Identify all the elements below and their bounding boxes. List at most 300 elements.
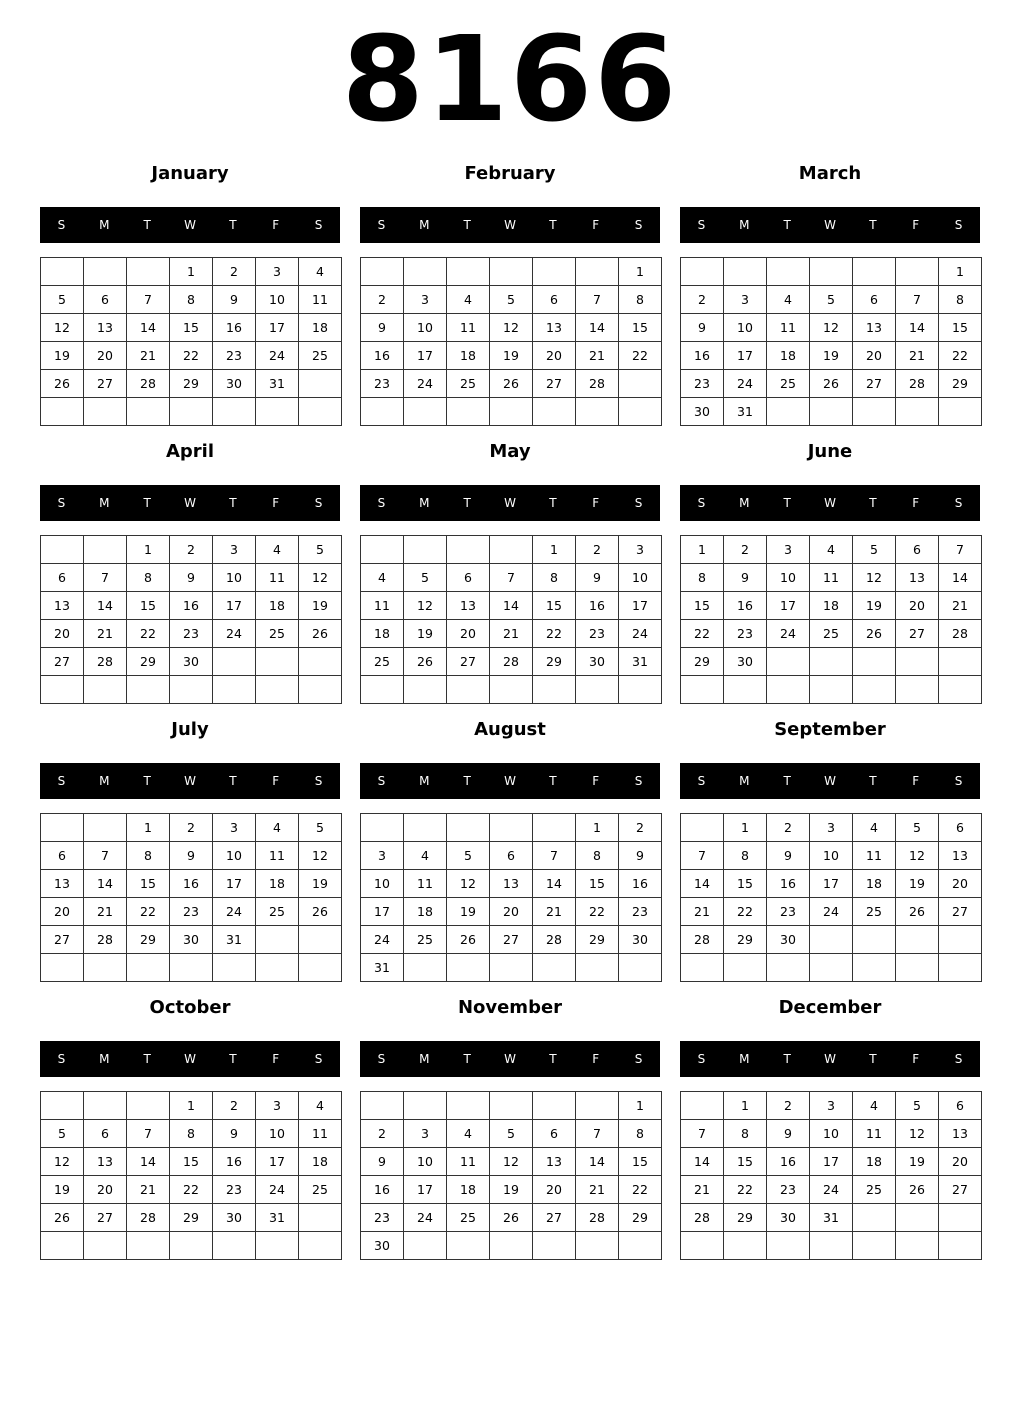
week-row: [361, 1176, 662, 1204]
day-cell: 28: [896, 370, 939, 398]
weekday-header: [360, 207, 660, 243]
day-cell: 1: [681, 536, 724, 564]
day-cell: [853, 258, 896, 286]
day-cell: 25: [404, 926, 447, 954]
day-cell: 10: [213, 842, 256, 870]
day-cell: 11: [361, 592, 404, 620]
week-row: [361, 814, 662, 842]
week-row: [41, 926, 342, 954]
day-cell: [299, 398, 342, 426]
day-cell: 23: [213, 1176, 256, 1204]
day-cell: [299, 926, 342, 954]
day-cell: 14: [84, 870, 127, 898]
day-cell: 23: [170, 898, 213, 926]
day-cell: 26: [41, 370, 84, 398]
day-cell: [299, 370, 342, 398]
day-cell: 22: [127, 898, 170, 926]
day-cell: 28: [127, 370, 170, 398]
day-cell: 27: [447, 648, 490, 676]
day-cell: 17: [810, 870, 853, 898]
weekday-label: T: [869, 774, 877, 788]
day-cell: 21: [533, 898, 576, 926]
week-row: [361, 286, 662, 314]
day-cell: 1: [127, 536, 170, 564]
day-cell: 23: [361, 370, 404, 398]
weekday-label: T: [229, 774, 237, 788]
day-cell: 8: [170, 286, 213, 314]
day-cell: 6: [939, 814, 982, 842]
day-cell: 9: [170, 564, 213, 592]
day-cell: [724, 676, 767, 704]
day-cell: 5: [490, 286, 533, 314]
day-cell: [404, 1232, 447, 1260]
day-cell: 1: [724, 814, 767, 842]
weekday-label: T: [463, 218, 471, 232]
day-cell: 19: [810, 342, 853, 370]
weekday-label: S: [634, 496, 643, 510]
week-row: [41, 870, 342, 898]
month-name: December: [778, 997, 882, 1018]
day-cell: 15: [127, 870, 170, 898]
day-cell: [810, 648, 853, 676]
day-cell: [853, 398, 896, 426]
day-cell: [170, 398, 213, 426]
weekday-label: T: [549, 1052, 557, 1066]
weekday-label: W: [504, 218, 516, 232]
weekday-label: S: [377, 1052, 386, 1066]
day-cell: [41, 1232, 84, 1260]
day-cell: [361, 398, 404, 426]
day-cell: 16: [213, 1148, 256, 1176]
day-cell: [256, 1232, 299, 1260]
day-cell: 7: [127, 1120, 170, 1148]
day-cell: 8: [619, 286, 662, 314]
day-cell: 31: [213, 926, 256, 954]
day-cell: 21: [576, 342, 619, 370]
day-cell: 3: [256, 258, 299, 286]
day-cell: 24: [767, 620, 810, 648]
day-cell: [299, 676, 342, 704]
week-row: [41, 676, 342, 704]
weekday-label: W: [184, 1052, 196, 1066]
month-name: February: [464, 163, 556, 184]
day-cell: 15: [127, 592, 170, 620]
day-cell: 16: [213, 314, 256, 342]
day-cell: 27: [490, 926, 533, 954]
day-cell: [404, 954, 447, 982]
day-cell: [447, 676, 490, 704]
day-cell: 22: [619, 342, 662, 370]
day-cell: 28: [127, 1204, 170, 1232]
day-cell: 20: [533, 342, 576, 370]
week-row: [41, 592, 342, 620]
day-cell: 7: [490, 564, 533, 592]
day-cell: 24: [619, 620, 662, 648]
day-cell: [84, 258, 127, 286]
month-march: [680, 158, 980, 436]
day-cell: 7: [576, 286, 619, 314]
day-cell: 7: [939, 536, 982, 564]
day-cell: [361, 258, 404, 286]
week-row: [681, 620, 982, 648]
day-cell: [404, 398, 447, 426]
week-row: [41, 954, 342, 982]
week-row: [681, 1092, 982, 1120]
day-cell: 3: [767, 536, 810, 564]
day-cell: 2: [213, 258, 256, 286]
day-cell: 17: [767, 592, 810, 620]
day-cell: 9: [767, 1120, 810, 1148]
day-cell: 11: [299, 1120, 342, 1148]
month-january: [40, 158, 340, 436]
day-cell: 27: [533, 370, 576, 398]
day-cell: 8: [127, 564, 170, 592]
week-row: [681, 1148, 982, 1176]
day-cell: 9: [213, 286, 256, 314]
day-cell: 3: [404, 1120, 447, 1148]
weekday-label: M: [419, 774, 430, 788]
week-row: [361, 926, 662, 954]
day-cell: 19: [896, 870, 939, 898]
day-cell: 10: [361, 870, 404, 898]
day-cell: 30: [213, 1204, 256, 1232]
day-cell: 21: [681, 1176, 724, 1204]
day-cell: 2: [576, 536, 619, 564]
day-cell: 21: [127, 342, 170, 370]
weekday-label: M: [99, 218, 110, 232]
week-row: [361, 1120, 662, 1148]
day-cell: [447, 954, 490, 982]
day-cell: [767, 398, 810, 426]
day-cell: 16: [170, 870, 213, 898]
day-cell: [533, 676, 576, 704]
day-cell: [213, 648, 256, 676]
weekday-label: W: [824, 1052, 836, 1066]
day-cell: 22: [724, 1176, 767, 1204]
day-cell: [533, 814, 576, 842]
week-row: [41, 286, 342, 314]
day-cell: 26: [404, 648, 447, 676]
day-cell: 12: [404, 592, 447, 620]
day-cell: 7: [896, 286, 939, 314]
weekday-header: [680, 207, 980, 243]
day-cell: [490, 954, 533, 982]
day-cell: [853, 954, 896, 982]
day-cell: 16: [361, 1176, 404, 1204]
day-cell: 10: [724, 314, 767, 342]
day-cell: 25: [361, 648, 404, 676]
day-cell: [41, 676, 84, 704]
week-row: [681, 842, 982, 870]
day-cell: 9: [576, 564, 619, 592]
day-cell: [447, 1092, 490, 1120]
day-cell: 31: [810, 1204, 853, 1232]
day-cell: 28: [576, 370, 619, 398]
day-cell: [213, 398, 256, 426]
day-cell: 6: [41, 564, 84, 592]
day-grid: [680, 257, 982, 426]
month-name: January: [151, 163, 229, 184]
day-cell: [939, 926, 982, 954]
day-cell: 19: [490, 342, 533, 370]
day-cell: [576, 1092, 619, 1120]
day-cell: 19: [490, 1176, 533, 1204]
weekday-label: F: [912, 218, 920, 232]
day-cell: [447, 398, 490, 426]
day-cell: 25: [447, 370, 490, 398]
day-cell: 5: [853, 536, 896, 564]
weekday-label: S: [697, 496, 706, 510]
day-cell: [490, 398, 533, 426]
weekday-label: T: [143, 218, 151, 232]
day-cell: 19: [896, 1148, 939, 1176]
week-row: [681, 954, 982, 982]
day-cell: 29: [619, 1204, 662, 1232]
day-cell: [767, 648, 810, 676]
day-cell: [404, 536, 447, 564]
day-cell: 25: [853, 1176, 896, 1204]
month-july: [40, 714, 340, 992]
day-cell: [853, 1204, 896, 1232]
day-cell: 26: [490, 370, 533, 398]
day-cell: 15: [533, 592, 576, 620]
day-cell: [299, 648, 342, 676]
day-cell: [681, 954, 724, 982]
week-row: [361, 342, 662, 370]
day-cell: [404, 1092, 447, 1120]
day-cell: 15: [576, 870, 619, 898]
weekday-label: M: [739, 218, 750, 232]
year-title: 8166: [341, 10, 679, 148]
day-cell: 27: [533, 1204, 576, 1232]
day-cell: 8: [619, 1120, 662, 1148]
weekday-label: T: [549, 774, 557, 788]
day-cell: 15: [619, 314, 662, 342]
day-cell: [41, 954, 84, 982]
day-cell: 20: [41, 898, 84, 926]
day-cell: 18: [853, 870, 896, 898]
day-cell: 5: [299, 536, 342, 564]
day-cell: 18: [447, 342, 490, 370]
day-cell: 10: [810, 1120, 853, 1148]
day-cell: [404, 676, 447, 704]
week-row: [681, 398, 982, 426]
day-cell: 5: [810, 286, 853, 314]
day-cell: 6: [533, 286, 576, 314]
weekday-label: T: [783, 1052, 791, 1066]
day-cell: [724, 954, 767, 982]
day-cell: 14: [127, 1148, 170, 1176]
day-cell: 19: [299, 870, 342, 898]
day-cell: 28: [84, 648, 127, 676]
day-cell: 12: [896, 842, 939, 870]
day-cell: [490, 814, 533, 842]
day-cell: 11: [256, 842, 299, 870]
day-cell: 18: [447, 1176, 490, 1204]
day-cell: 6: [853, 286, 896, 314]
day-cell: 1: [939, 258, 982, 286]
day-cell: 22: [681, 620, 724, 648]
day-cell: [256, 926, 299, 954]
day-cell: [404, 258, 447, 286]
day-cell: 18: [299, 1148, 342, 1176]
day-cell: 8: [724, 842, 767, 870]
day-cell: [810, 1232, 853, 1260]
day-cell: [447, 814, 490, 842]
day-cell: 14: [681, 1148, 724, 1176]
week-row: [361, 870, 662, 898]
day-cell: 18: [256, 870, 299, 898]
weekday-label: S: [697, 774, 706, 788]
day-cell: 3: [213, 814, 256, 842]
day-cell: 18: [256, 592, 299, 620]
day-cell: 19: [404, 620, 447, 648]
day-cell: [447, 1232, 490, 1260]
day-cell: 18: [767, 342, 810, 370]
day-cell: [724, 258, 767, 286]
week-row: [361, 1232, 662, 1260]
weekday-label: S: [314, 774, 323, 788]
day-cell: 27: [896, 620, 939, 648]
day-cell: 1: [533, 536, 576, 564]
day-cell: 28: [533, 926, 576, 954]
day-cell: [170, 954, 213, 982]
day-cell: 15: [939, 314, 982, 342]
day-cell: 3: [361, 842, 404, 870]
day-cell: [576, 1232, 619, 1260]
week-row: [41, 842, 342, 870]
day-cell: [896, 258, 939, 286]
day-cell: 12: [896, 1120, 939, 1148]
day-cell: 27: [939, 1176, 982, 1204]
day-cell: [576, 258, 619, 286]
day-cell: 6: [447, 564, 490, 592]
day-cell: 24: [256, 342, 299, 370]
day-cell: [127, 1232, 170, 1260]
day-cell: 5: [896, 814, 939, 842]
day-cell: 29: [576, 926, 619, 954]
day-cell: 2: [170, 814, 213, 842]
weekday-label: S: [634, 1052, 643, 1066]
week-row: [361, 648, 662, 676]
day-cell: 21: [84, 620, 127, 648]
day-cell: [533, 1232, 576, 1260]
day-cell: 19: [41, 342, 84, 370]
weekday-label: W: [824, 496, 836, 510]
weekday-label: T: [783, 496, 791, 510]
day-cell: [127, 258, 170, 286]
week-row: [681, 1204, 982, 1232]
day-cell: 8: [681, 564, 724, 592]
week-row: [361, 1092, 662, 1120]
weekday-label: W: [504, 496, 516, 510]
day-cell: [127, 676, 170, 704]
weekday-label: S: [314, 496, 323, 510]
day-cell: [256, 648, 299, 676]
day-cell: 1: [619, 1092, 662, 1120]
day-cell: 14: [576, 1148, 619, 1176]
day-cell: 19: [41, 1176, 84, 1204]
day-cell: 4: [256, 814, 299, 842]
day-cell: 30: [724, 648, 767, 676]
day-cell: [41, 814, 84, 842]
week-row: [361, 954, 662, 982]
weekday-label: S: [57, 496, 66, 510]
day-cell: 13: [84, 314, 127, 342]
month-april: [40, 436, 340, 714]
day-cell: 5: [299, 814, 342, 842]
day-cell: 27: [853, 370, 896, 398]
day-cell: 12: [490, 314, 533, 342]
weekday-label: W: [504, 1052, 516, 1066]
day-cell: 30: [361, 1232, 404, 1260]
day-cell: 24: [724, 370, 767, 398]
day-cell: 27: [41, 926, 84, 954]
day-cell: 1: [170, 1092, 213, 1120]
day-cell: 21: [681, 898, 724, 926]
day-cell: [939, 1204, 982, 1232]
month-december: [680, 992, 980, 1270]
day-cell: 31: [256, 370, 299, 398]
day-cell: 22: [724, 898, 767, 926]
month-may: [360, 436, 660, 714]
weekday-label: T: [463, 496, 471, 510]
day-cell: [576, 676, 619, 704]
day-cell: [810, 676, 853, 704]
day-cell: 5: [896, 1092, 939, 1120]
day-cell: 30: [576, 648, 619, 676]
day-cell: [681, 258, 724, 286]
day-cell: 20: [490, 898, 533, 926]
day-cell: 28: [490, 648, 533, 676]
day-cell: 15: [619, 1148, 662, 1176]
day-cell: 18: [853, 1148, 896, 1176]
day-cell: 6: [41, 842, 84, 870]
day-cell: 14: [84, 592, 127, 620]
day-cell: 2: [619, 814, 662, 842]
month-name: June: [807, 441, 853, 462]
day-cell: [447, 258, 490, 286]
day-cell: 11: [299, 286, 342, 314]
weekday-label: S: [697, 218, 706, 232]
day-grid: [680, 535, 982, 704]
day-cell: [41, 1092, 84, 1120]
day-cell: [361, 536, 404, 564]
day-cell: 4: [299, 1092, 342, 1120]
day-cell: 19: [299, 592, 342, 620]
day-cell: 10: [404, 314, 447, 342]
day-cell: 9: [213, 1120, 256, 1148]
day-cell: 16: [576, 592, 619, 620]
weekday-label: T: [869, 496, 877, 510]
day-cell: [361, 1092, 404, 1120]
day-cell: [84, 954, 127, 982]
day-cell: 12: [41, 314, 84, 342]
day-cell: 18: [810, 592, 853, 620]
day-cell: [896, 648, 939, 676]
week-row: [41, 258, 342, 286]
day-cell: [490, 1232, 533, 1260]
day-cell: 26: [41, 1204, 84, 1232]
week-row: [361, 564, 662, 592]
day-cell: 29: [127, 926, 170, 954]
day-cell: 6: [533, 1120, 576, 1148]
weekday-label: F: [592, 774, 600, 788]
weekday-label: S: [697, 1052, 706, 1066]
day-cell: 20: [84, 1176, 127, 1204]
day-cell: 22: [533, 620, 576, 648]
day-cell: [576, 954, 619, 982]
